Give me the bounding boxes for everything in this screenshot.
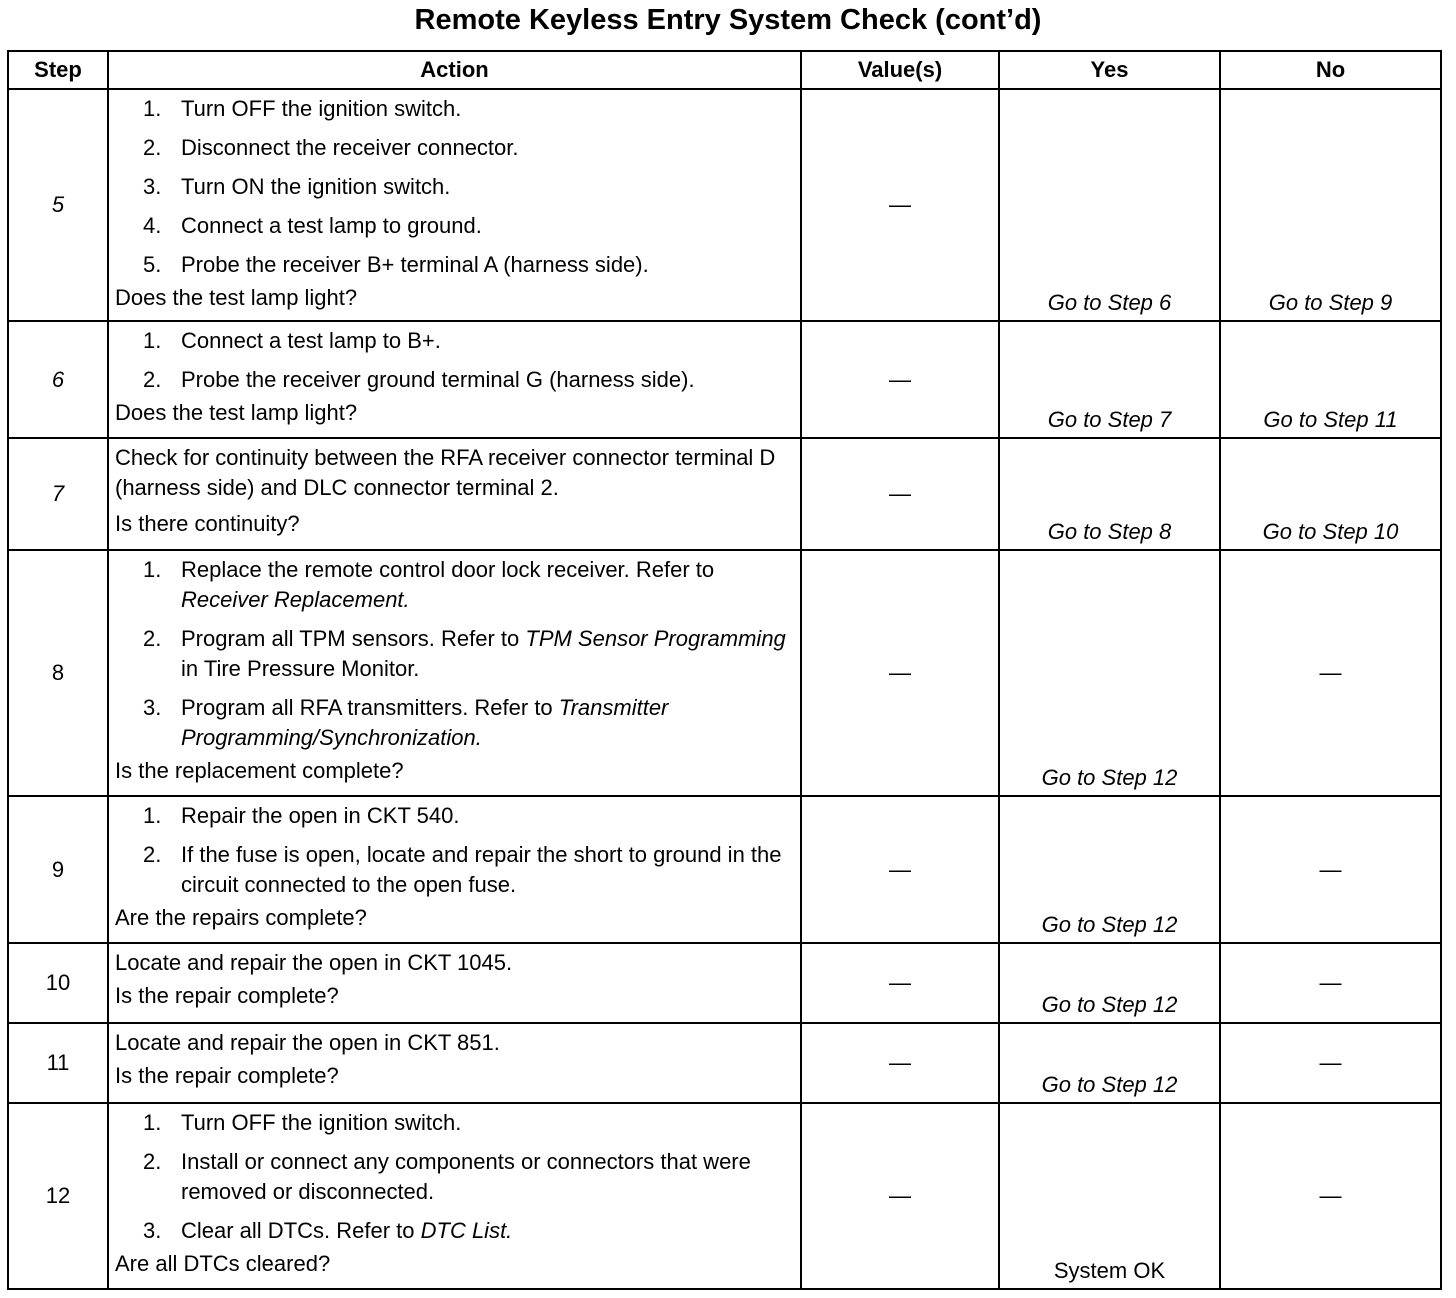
- action-question: Are all DTCs cleared?: [115, 1251, 331, 1276]
- no-cell: Go to Step 9: [1220, 89, 1441, 321]
- value-cell: —: [801, 550, 999, 796]
- action-item: 3. Program all RFA transmitters. Refer to Transmitter Programming/Synchronization.: [143, 695, 669, 750]
- action-item: 2. Program all TPM sensors. Refer to TPM Sensor Programming in Tire Pressure Monitor.: [143, 626, 786, 681]
- page-title: Remote Keyless Entry System Check (cont’d): [414, 4, 1042, 36]
- action-question: Does the test lamp light?: [115, 400, 358, 425]
- no-cell: —: [1220, 796, 1441, 943]
- action-question: Is the repair complete?: [115, 1063, 339, 1088]
- table-row: [8, 796, 1441, 943]
- no-cell: —: [1220, 943, 1441, 1023]
- action-question: Is the repair complete?: [115, 983, 339, 1008]
- action-cell: [108, 1023, 801, 1103]
- value-cell: —: [801, 321, 999, 438]
- action-item: 2. Probe the receiver ground terminal G (harness side).: [143, 367, 695, 392]
- action-question: Is the replacement complete?: [115, 758, 404, 783]
- no-cell: Go to Step 11: [1220, 321, 1441, 438]
- no-cell: —: [1220, 550, 1441, 796]
- value-cell: —: [801, 796, 999, 943]
- action-item: 3. Clear all DTCs. Refer to DTC List.: [143, 1218, 513, 1243]
- header-values: Value(s): [801, 51, 999, 89]
- action-question: Are the repairs complete?: [115, 905, 367, 930]
- step-number: 12: [8, 1103, 108, 1289]
- header-action: Action: [108, 51, 801, 89]
- action-item: 3. Turn ON the ignition switch.: [143, 174, 451, 199]
- reference-link: TPM Sensor Programming: [525, 626, 786, 651]
- table-row: [8, 89, 1441, 321]
- step-number: 8: [8, 550, 108, 796]
- step-number: 11: [8, 1023, 108, 1103]
- table-row: [8, 1103, 1441, 1289]
- action-text: Locate and repair the open in CKT 851.: [115, 1030, 500, 1055]
- reference-link: Receiver Replacement.: [181, 587, 410, 612]
- table-row: [8, 321, 1441, 438]
- action-cell: [108, 89, 801, 321]
- yes-cell: Go to Step 7: [999, 321, 1220, 438]
- action-cell: [108, 1103, 801, 1289]
- action-item: 1. Turn OFF the ignition switch.: [143, 1110, 462, 1135]
- yes-cell: Go to Step 12: [999, 550, 1220, 796]
- action-item: 1. Connect a test lamp to B+.: [143, 328, 441, 353]
- action-cell: [108, 796, 801, 943]
- value-cell: —: [801, 1103, 999, 1289]
- reference-link: Transmitter Programming/Synchronization.: [181, 695, 669, 750]
- no-cell: —: [1220, 1103, 1441, 1289]
- action-item: 1. Turn OFF the ignition switch.: [143, 96, 462, 121]
- table-row: [8, 438, 1441, 550]
- value-cell: —: [801, 438, 999, 550]
- table-row: [8, 550, 1441, 796]
- header-yes: Yes: [999, 51, 1220, 89]
- yes-cell: Go to Step 12: [999, 943, 1220, 1023]
- action-question: Does the test lamp light?: [115, 285, 358, 310]
- reference-link: DTC List.: [420, 1218, 513, 1243]
- action-item: 2. If the fuse is open, locate and repair the short to ground in the circuit connected to the open fuse.: [143, 842, 782, 897]
- action-question: Is there continuity?: [115, 511, 300, 536]
- action-cell: [108, 550, 801, 796]
- value-cell: —: [801, 943, 999, 1023]
- value-cell: —: [801, 1023, 999, 1103]
- action-item: 4. Connect a test lamp to ground.: [143, 213, 482, 238]
- no-cell: —: [1220, 1023, 1441, 1103]
- step-number: 10: [8, 943, 108, 1023]
- header-step: Step: [8, 51, 108, 89]
- header-no: No: [1220, 51, 1441, 89]
- no-cell: Go to Step 10: [1220, 438, 1441, 550]
- action-item: 1. Replace the remote control door lock receiver. Refer to Receiver Replacement.: [143, 557, 715, 612]
- step-number: 7: [8, 438, 108, 550]
- action-item: 5. Probe the receiver B+ terminal A (harness side).: [143, 252, 649, 277]
- yes-cell: Go to Step 8: [999, 438, 1220, 550]
- action-item: 1. Repair the open in CKT 540.: [143, 803, 460, 828]
- yes-cell: Go to Step 12: [999, 796, 1220, 943]
- action-item: 2. Install or connect any components or connectors that were removed or disconnected.: [143, 1149, 751, 1204]
- header-row: [8, 51, 1441, 89]
- action-text: Check for continuity between the RFA receiver connector terminal D (harness side) and DLC connector terminal 2.: [115, 445, 776, 500]
- step-number: 6: [8, 321, 108, 438]
- value-cell: —: [801, 89, 999, 321]
- action-cell: [108, 438, 801, 550]
- yes-cell: System OK: [999, 1103, 1220, 1289]
- action-cell: [108, 943, 801, 1023]
- action-item: 2. Disconnect the receiver connector.: [143, 135, 519, 160]
- action-text: Locate and repair the open in CKT 1045.: [115, 950, 513, 975]
- step-number: 5: [8, 89, 108, 321]
- step-number: 9: [8, 796, 108, 943]
- action-cell: [108, 321, 801, 438]
- table-row: [8, 943, 1441, 1023]
- yes-cell: Go to Step 12: [999, 1023, 1220, 1103]
- table-row: [8, 1023, 1441, 1103]
- yes-cell: Go to Step 6: [999, 89, 1220, 321]
- diagnostic-table: [7, 50, 1442, 1290]
